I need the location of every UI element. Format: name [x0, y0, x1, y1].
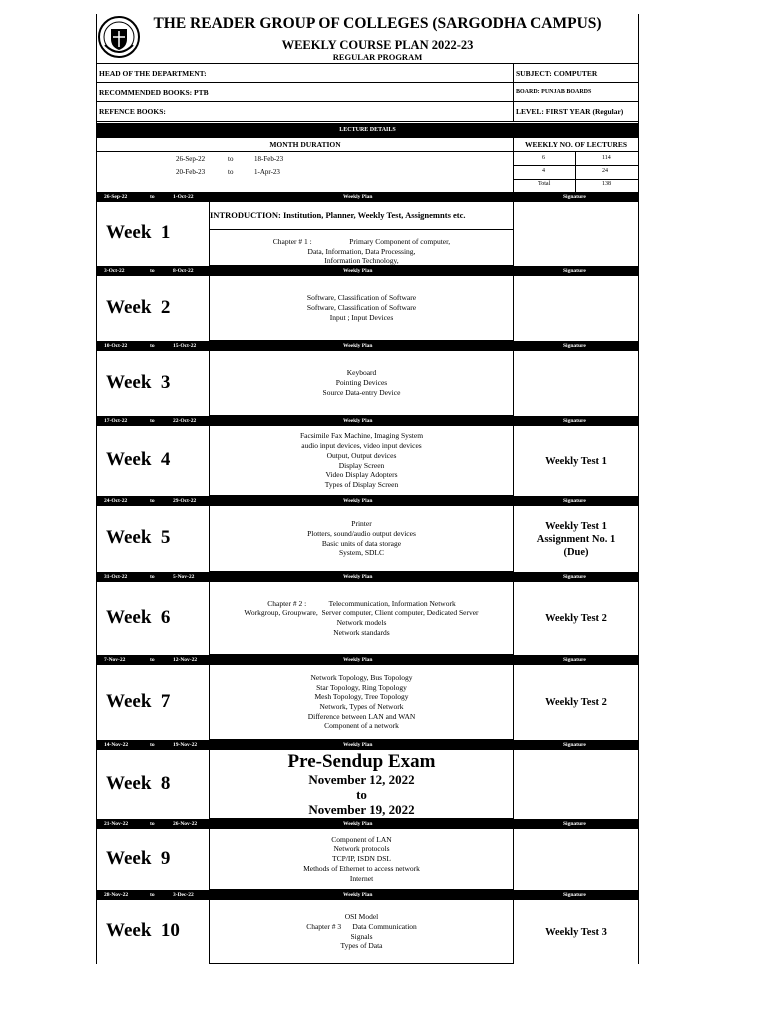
week-9-plan-label: Weekly Plan — [343, 821, 373, 827]
week-10-signature-label: Signature — [563, 892, 586, 898]
week-4-topic-2: audio input devices, video input devices — [301, 441, 422, 451]
week-4-signature-text — [545, 455, 607, 468]
week-3-signature-label: Signature — [563, 343, 586, 349]
lecture-row-2-to: 1-Apr-23 — [254, 168, 280, 176]
week-3-topic-2: Pointing Devices — [335, 378, 388, 388]
lecture-details-bar: LECTURE DETAILS — [96, 123, 639, 137]
week-2-label: Week 2 — [106, 296, 171, 318]
week-5-label: Week 5 — [106, 527, 171, 548]
week-4-plan-label: Weekly Plan — [343, 418, 373, 424]
week-6-plan-label: Weekly Plan — [343, 574, 373, 580]
week-9-to-date: 26-Nov-22 — [173, 821, 198, 827]
week-10-plan-label: Weekly Plan — [343, 892, 373, 898]
week-7-header-bar — [96, 655, 639, 665]
week-7-topic-1: Network Topology, Bus Topology — [310, 672, 413, 682]
week-10-to-date: 3-Dec-22 — [173, 892, 194, 898]
week-7-to-date: 12-Nov-22 — [173, 657, 198, 663]
week-4-signature-cell — [514, 426, 638, 496]
week-3-to-word: to — [150, 343, 155, 349]
week-3-to-date: 15-Oct-22 — [173, 343, 197, 349]
week-7-to-word: to — [150, 657, 155, 663]
week-1-to-word: to — [150, 194, 155, 200]
week-4-signature-label: Signature — [563, 418, 586, 424]
week-5-to-date: 29-Oct-22 — [173, 498, 197, 504]
week-6-plan-cell — [209, 582, 514, 655]
week-6-topic-3: Network models — [336, 618, 387, 627]
lecture-total-label: Total — [538, 181, 551, 187]
reference-books-cell: REFENCE BOOKS: — [96, 101, 514, 122]
week-3-topic-1: Keyboard — [346, 368, 377, 378]
week-7-topic-3: Mesh Topology, Tree Topology — [314, 692, 409, 702]
week-8-label: Week 8 — [106, 772, 171, 794]
week-7-plan-label: Weekly Plan — [343, 657, 373, 663]
week-9-topic-3: TCP/IP, ISDN DSL — [332, 854, 391, 864]
week-9-topic-4: Methods of Ethernet to access network — [303, 863, 420, 873]
week-5-plan-cell — [209, 506, 514, 572]
week-10-topic-2: Chapter # 3 Data Communication — [306, 921, 417, 931]
week-8-header-bar — [96, 740, 639, 750]
week-7-topic-5: Difference between LAN and WAN — [307, 711, 416, 721]
week-6-label: Week 6 — [106, 606, 171, 628]
lecture-row-1-to: 18-Feb-23 — [254, 155, 284, 163]
week-10-from-date: 28-Nov-22 — [104, 892, 129, 898]
week-4-to-date: 22-Oct-22 — [173, 418, 197, 424]
week-7-signature-text — [545, 696, 607, 709]
week-5-signature-label: Signature — [563, 498, 586, 504]
week-9-topic-2: Network protocols — [333, 844, 390, 854]
exam-title: Pre-Sendup Exam — [287, 751, 436, 772]
week-4-topic-4: Display Screen — [338, 460, 385, 470]
introduction-text: INTRODUCTION: Institution, Planner, Weekly Test, Assignemnts etc. — [210, 210, 466, 220]
week-2-signature-cell — [514, 276, 638, 341]
week-1-to-date: 1-Oct-22 — [173, 194, 194, 200]
week-3-from-date: 10-Oct-22 — [104, 343, 128, 349]
week-8-plan-cell — [209, 750, 514, 819]
week-5-signature-cell — [514, 506, 638, 572]
week-5-plan-label: Weekly Plan — [343, 498, 373, 504]
signature-line: Weekly Test 1 — [545, 520, 607, 532]
week-6-signature-label: Signature — [563, 574, 586, 580]
week-1-topic-2: Data, Information, Data Processing, — [307, 246, 416, 256]
week-10-plan-cell — [209, 900, 514, 964]
lecture-row-2-to-word: to — [228, 168, 234, 176]
week-7-signature-cell — [514, 665, 638, 740]
week-3-signature-cell — [514, 351, 638, 416]
week-2-to-word: to — [150, 268, 155, 274]
week-2-topic-2: Software, Classification of Software — [306, 303, 417, 313]
program-title: REGULAR PROGRAM — [332, 52, 423, 62]
week-1-plan-label: Weekly Plan — [343, 194, 373, 200]
week-9-to-word: to — [150, 821, 155, 827]
week-2-topic-1: Software, Classification of Software — [306, 293, 417, 303]
week-5-from-date: 24-Oct-22 — [104, 498, 128, 504]
week-9-header-bar — [96, 819, 639, 829]
week-9-signature-cell — [514, 829, 638, 890]
lecture-row-2-from: 20-Feb-23 — [176, 168, 206, 176]
week-6-topic-4: Network standards — [333, 627, 390, 637]
college-title: THE READER GROUP OF COLLEGES (SARGODHA CAMPUS) — [153, 15, 602, 32]
week-9-label: Week 9 — [106, 847, 171, 869]
signature-line: (Due) — [563, 546, 589, 558]
recommended-books-cell: RECOMMENDED BOOKS: PTB — [96, 82, 514, 102]
week-6-header-bar — [96, 572, 639, 582]
week-2-topic-3: Input ; Input Devices — [329, 312, 394, 322]
week-9-plan-cell — [209, 829, 514, 890]
week-7-topic-6: Component of a network — [324, 721, 399, 731]
weekly-lectures-header: WEEKLY NO. OF LECTURES — [524, 140, 628, 149]
head-of-department-cell: HEAD OF THE DEPARTMENT: — [96, 63, 514, 83]
signature-line: Weekly Test 2 — [545, 613, 607, 624]
week-10-label: Week 10 — [106, 920, 180, 941]
week-5-topic-4: System, SDLC — [338, 548, 384, 558]
week-9-topic-1: Component of LAN — [331, 834, 392, 844]
introduction-divider — [209, 229, 514, 230]
level-cell: LEVEL: FIRST YEAR (Regular) — [513, 101, 639, 122]
week-4-to-word: to — [150, 418, 155, 424]
signature-line: Weekly Test 2 — [545, 697, 607, 708]
week-6-from-date: 31-Oct-22 — [104, 574, 128, 580]
week-2-header-bar — [96, 266, 639, 276]
lecture-row-1-to-word: to — [228, 155, 234, 163]
week-4-topic-6: Types of Display Screen — [324, 479, 399, 489]
week-7-from-date: 7-Nov-22 — [104, 657, 126, 663]
week-7-label: Week 7 — [106, 690, 171, 712]
week-3-plan-label: Weekly Plan — [343, 343, 373, 349]
week-7-plan-cell — [209, 665, 514, 740]
week-6-topic-2: Workgroup, Groupware, Server computer, Client computer, Dedicated Server — [244, 608, 479, 618]
week-4-header-bar — [96, 416, 639, 426]
week-7-signature-label: Signature — [563, 657, 586, 663]
month-duration-header: MONTH DURATION — [269, 140, 341, 149]
week-8-to-date: 19-Nov-22 — [173, 742, 198, 748]
week-2-to-date: 8-Oct-22 — [173, 268, 194, 274]
week-3-label: Week 3 — [106, 371, 171, 393]
lecture-row-1-from: 26-Sep-22 — [176, 155, 206, 163]
exam-to-word: to — [356, 787, 367, 802]
exam-end-date: November 19, 2022 — [308, 802, 415, 817]
exam-start-date: November 12, 2022 — [308, 772, 415, 787]
week-10-topic-3: Signals — [350, 931, 373, 941]
signature-line: Weekly Test 3 — [545, 926, 607, 938]
week-10-topic-1: OSI Model — [344, 912, 379, 922]
week-1-signature-cell — [514, 202, 638, 266]
lecture-row-1-b: 114 — [602, 155, 611, 161]
lecture-row-2-b: 24 — [602, 168, 608, 174]
lecture-row-2-a: 4 — [542, 168, 545, 174]
week-7-topic-4: Network, Types of Network — [319, 702, 404, 711]
week-4-topic-5: Video Display Adopters — [325, 470, 398, 480]
week-2-from-date: 3-Oct-22 — [104, 268, 125, 274]
week-5-to-word: to — [150, 498, 155, 504]
plan-title: WEEKLY COURSE PLAN 2022-23 — [281, 38, 474, 52]
week-6-topic-1: Chapter # 2 : Telecommunication, Information Network — [267, 598, 456, 608]
week-10-signature-text — [545, 926, 607, 939]
week-3-header-bar — [96, 341, 639, 351]
week-7-topic-2: Star Topology, Ring Topology — [316, 682, 407, 692]
signature-line: Assignment No. 1 — [536, 533, 616, 545]
week-8-from-date: 14-Nov-22 — [104, 742, 129, 748]
week-2-plan-label: Weekly Plan — [343, 268, 373, 274]
week-6-to-date: 5-Nov-22 — [173, 574, 195, 580]
week-8-to-word: to — [150, 742, 155, 748]
week-3-plan-cell — [209, 351, 514, 416]
week-10-header-bar — [96, 890, 639, 900]
lecture-row-1-a: 6 — [542, 155, 545, 161]
week-8-signature-label: Signature — [563, 742, 586, 748]
week-6-signature-text — [545, 612, 607, 625]
week-9-topic-5: Internet — [349, 873, 374, 883]
week-1-from-date: 26-Sep-22 — [104, 194, 128, 200]
week-5-header-bar — [96, 496, 639, 506]
week-1-signature-label: Signature — [563, 194, 586, 200]
subject-cell: SUBJECT: COMPUTER — [513, 63, 639, 83]
week-5-topic-3: Basic units of data storage — [321, 538, 402, 548]
week-4-plan-cell — [209, 426, 514, 496]
week-4-label: Week 4 — [106, 449, 171, 470]
week-10-signature-cell — [514, 900, 638, 964]
lecture-total-value: 138 — [602, 181, 611, 187]
week-2-plan-cell — [209, 276, 514, 341]
week-10-to-word: to — [150, 892, 155, 898]
week-5-topic-1: Printer — [351, 519, 372, 529]
week-1-topic-1: Chapter # 1 : Primary Component of computer, — [272, 236, 451, 246]
week-10-topic-4: Types of Data — [340, 941, 383, 951]
week-9-signature-label: Signature — [563, 821, 586, 827]
week-4-topic-3: Output, Output devices — [326, 450, 397, 460]
week-9-from-date: 21-Nov-22 — [104, 821, 129, 827]
week-2-signature-label: Signature — [563, 268, 586, 274]
week-8-signature-cell — [514, 750, 638, 819]
week-3-topic-3: Source Data-entry Device — [322, 387, 401, 397]
signature-line: Weekly Test 1 — [545, 455, 607, 467]
week-4-topic-1: Facsimile Fax Machine, Imaging System — [299, 431, 424, 441]
college-crest-logo — [97, 15, 141, 59]
week-8-plan-label: Weekly Plan — [343, 742, 373, 748]
week-4-from-date: 17-Oct-22 — [104, 418, 128, 424]
week-5-topic-2: Plotters, sound/audio output devices — [307, 528, 416, 538]
week-6-to-word: to — [150, 574, 155, 580]
board-cell: BOARD: PUNJAB BOARDS — [513, 82, 639, 102]
week-5-signature-text — [537, 520, 615, 559]
week-6-signature-cell — [514, 582, 638, 655]
week-1-label: Week 1 — [106, 222, 171, 243]
week-1-topic-3: Information Technology, — [324, 256, 399, 266]
week-1-header-bar — [96, 192, 639, 202]
